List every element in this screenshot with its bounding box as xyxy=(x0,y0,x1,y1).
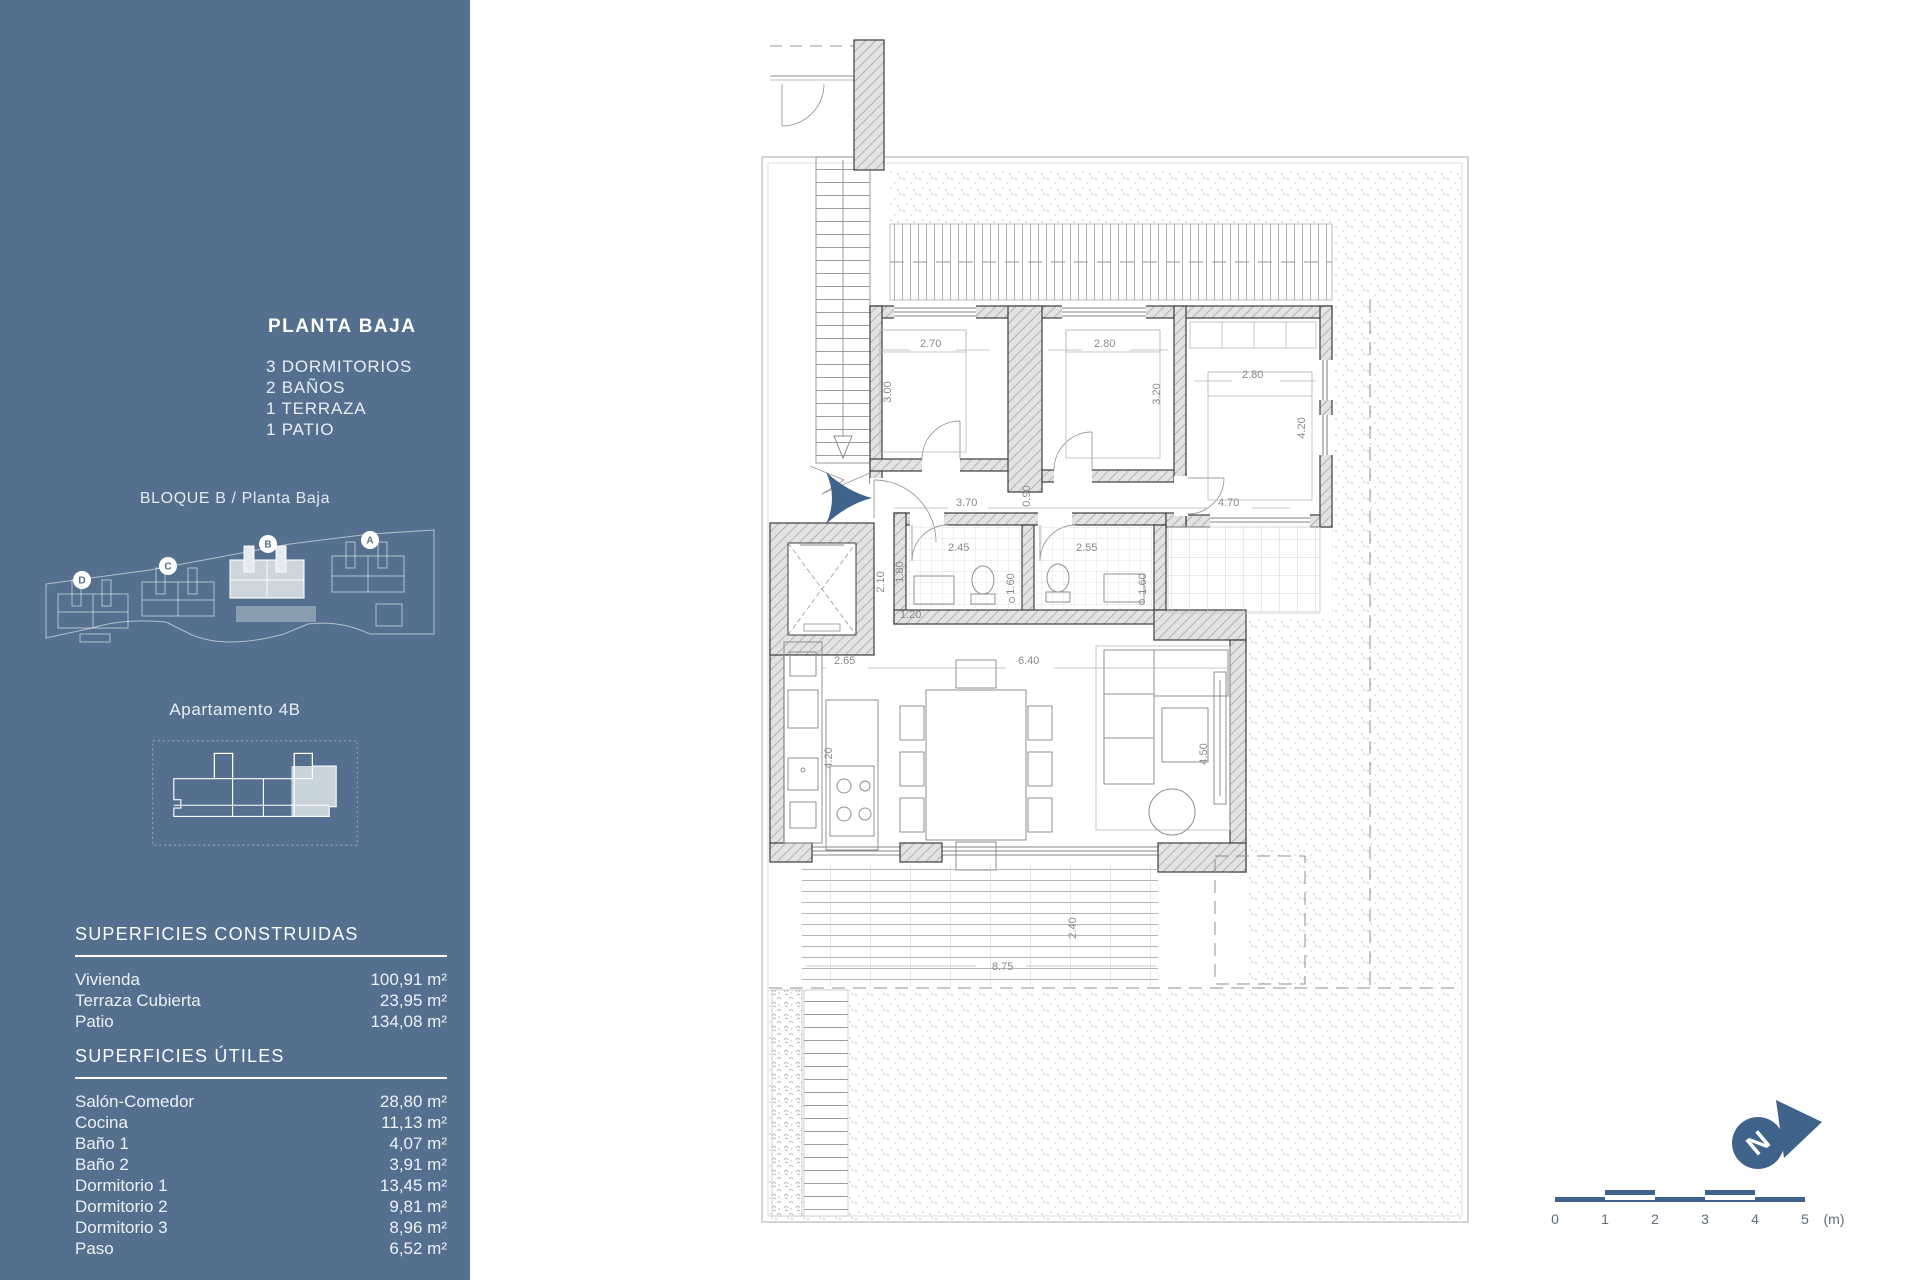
table-row xyxy=(75,1175,447,1196)
dim-hall-left: 3.70 xyxy=(956,497,978,509)
dim-bed3-depth: 4.20 xyxy=(1296,417,1308,439)
row-label: Terraza Cubierta xyxy=(75,991,201,1010)
scale-tick: 3 xyxy=(1701,1211,1709,1227)
site-minimap xyxy=(40,522,440,662)
useful-areas-table xyxy=(75,1046,447,1259)
table-row xyxy=(75,1238,447,1259)
scale-unit: (m) xyxy=(1823,1211,1845,1227)
dim-living-depth: 4.50 xyxy=(1198,743,1210,765)
dining-table xyxy=(926,690,1026,840)
table-row xyxy=(75,1196,447,1217)
communal-stairs xyxy=(810,157,872,494)
table-row xyxy=(75,1217,447,1238)
svg-text:D: D xyxy=(78,575,86,587)
table-row xyxy=(75,1112,447,1133)
dim-terrace-depth: 2.40 xyxy=(1067,917,1079,939)
table-row xyxy=(75,990,447,1011)
cooktop xyxy=(830,766,874,836)
entry-arrow-icon xyxy=(826,472,872,524)
svg-text:A: A xyxy=(366,535,374,547)
feature-bathrooms: 2 BAÑOS xyxy=(266,378,346,397)
row-label: Baño 1 xyxy=(75,1134,129,1153)
dim-terrace-width: 8.75 xyxy=(992,961,1014,973)
wall-bath-divider xyxy=(1022,525,1034,611)
site-badge-b xyxy=(259,535,277,553)
wall-living-left xyxy=(770,640,784,845)
bathroom-2 xyxy=(1034,525,1154,610)
svg-text:C: C xyxy=(164,561,172,573)
row-value: 28,80 m² xyxy=(379,1092,447,1111)
row-label: Paso xyxy=(75,1239,114,1258)
bed3-wardrobe xyxy=(1190,322,1316,348)
window-living-bottom xyxy=(812,847,1158,855)
bedroom-3 xyxy=(1190,322,1316,500)
wall-living-right xyxy=(1230,640,1246,872)
scale-tick: 4 xyxy=(1751,1211,1759,1227)
wall-living-topright xyxy=(1154,610,1246,640)
window-bed1 xyxy=(894,305,976,319)
bathroom-1 xyxy=(906,525,1022,610)
row-value: 3,91 m² xyxy=(389,1155,447,1174)
row-label: Salón-Comedor xyxy=(75,1092,195,1111)
site-building-b-highlight xyxy=(230,546,316,622)
row-value: 9,81 m² xyxy=(389,1197,447,1216)
site-building-c xyxy=(142,568,214,616)
dim-bed2-depth: 3.20 xyxy=(1151,383,1163,405)
row-label: Dormitorio 1 xyxy=(75,1176,168,1195)
constructed-areas-table xyxy=(75,924,447,1032)
useful-areas-heading: SUPERFICIES ÚTILES xyxy=(75,1046,447,1079)
scale-tick: 0 xyxy=(1551,1211,1559,1227)
row-value: 134,08 m² xyxy=(370,1012,447,1031)
site-badge-d xyxy=(73,571,91,589)
table-row xyxy=(75,969,447,990)
row-value: 100,91 m² xyxy=(370,970,447,989)
table-row xyxy=(75,1091,447,1112)
apartment-label: Apartamento 4B xyxy=(169,700,301,719)
north-letter: N xyxy=(1740,1124,1776,1162)
pier-bottom-mid xyxy=(900,843,942,862)
svg-text:B: B xyxy=(264,539,272,551)
wall-corner-block xyxy=(1158,843,1246,872)
terrace-decking xyxy=(802,864,1158,986)
landing-top-left xyxy=(770,40,884,170)
dining-area xyxy=(900,660,1052,870)
block-label: BLOQUE B / Planta Baja xyxy=(139,490,331,507)
window-bed3-bottom xyxy=(1210,514,1310,528)
kitchen-island xyxy=(826,700,878,850)
floor-title: PLANTA BAJA xyxy=(268,316,417,337)
row-value: 6,52 m² xyxy=(389,1239,447,1258)
table-row xyxy=(75,1154,447,1175)
table-row xyxy=(75,1011,447,1032)
dim-bed2-width: 2.80 xyxy=(1094,338,1116,350)
row-label: Baño 2 xyxy=(75,1155,129,1174)
info-sidebar xyxy=(0,0,470,1280)
row-label: Dormitorio 3 xyxy=(75,1218,168,1237)
constructed-areas-heading: SUPERFICIES CONSTRUIDAS xyxy=(75,924,447,957)
dim-bath1-inner: 1.60 xyxy=(1005,573,1017,595)
sofa-chaise xyxy=(1154,650,1228,696)
feature-bedrooms: 3 DORMITORIOS xyxy=(266,357,413,376)
row-label: Patio xyxy=(75,1012,114,1031)
dim-bath2-width: 2.55 xyxy=(1076,542,1098,554)
site-building-a xyxy=(332,542,404,626)
planting-strip xyxy=(772,990,848,1216)
wall-closet-column xyxy=(1008,306,1042,492)
scale-bar xyxy=(1551,1190,1844,1227)
dim-bed1-depth: 3.00 xyxy=(882,381,894,403)
pergola-band xyxy=(890,224,1332,300)
row-label: Cocina xyxy=(75,1113,128,1132)
wall-bed2-bed3 xyxy=(1174,306,1186,482)
sofa xyxy=(1104,650,1154,784)
row-value: 8,96 m² xyxy=(389,1218,447,1237)
dim-lobby-depth: 2.10 xyxy=(875,571,887,593)
garden-walkway xyxy=(804,990,848,1216)
apartment-key-diagram xyxy=(150,738,360,848)
dim-bath2-inner: 1.60 xyxy=(1137,573,1149,595)
table-row xyxy=(75,1133,447,1154)
scale-tick-labels xyxy=(1551,1211,1844,1227)
dim-bed3-width: 2.80 xyxy=(1242,369,1264,381)
elevator xyxy=(770,523,874,655)
wall-bath-right xyxy=(1154,525,1166,624)
row-label: Vivienda xyxy=(75,970,140,989)
kitchen xyxy=(784,642,878,850)
scale-tick: 2 xyxy=(1651,1211,1659,1227)
floor-plan-drawing xyxy=(470,0,1920,1280)
feature-list xyxy=(266,356,412,440)
row-value: 4,07 m² xyxy=(389,1134,447,1153)
dim-bath1-width: 2.45 xyxy=(948,542,970,554)
scale-tick: 1 xyxy=(1601,1211,1609,1227)
floor-plan-area xyxy=(470,0,1920,1280)
window-bed2 xyxy=(1062,305,1146,319)
dim-bed1-width: 2.70 xyxy=(920,338,942,350)
dim-lobby-step: 1.20 xyxy=(900,609,922,621)
row-label: Dormitorio 2 xyxy=(75,1197,168,1216)
row-value: 11,13 m² xyxy=(381,1113,447,1132)
row-value: 13,45 m² xyxy=(379,1176,447,1195)
pouf xyxy=(1149,789,1195,835)
kitchen-fridge xyxy=(788,690,818,728)
dim-living-width: 6.40 xyxy=(1018,655,1040,667)
dim-kitchen-depth: 4.20 xyxy=(823,747,835,769)
feature-terrace: 1 TERRAZA xyxy=(266,399,367,418)
kitchen-sink xyxy=(788,758,818,790)
dim-kitchen-width: 2.65 xyxy=(834,655,856,667)
dim-hall-width: 0.90 xyxy=(1021,485,1033,507)
dim-hall-right: 4.70 xyxy=(1218,497,1240,509)
living-area xyxy=(1096,646,1230,835)
north-marker xyxy=(1732,1100,1822,1169)
patio-steps xyxy=(1168,527,1320,613)
pier-bottom-left xyxy=(770,843,812,862)
site-badge-c xyxy=(159,557,177,575)
site-badge-a xyxy=(361,531,379,549)
scale-tick: 5 xyxy=(1801,1211,1809,1227)
feature-patio: 1 PATIO xyxy=(266,420,335,439)
row-value: 23,95 m² xyxy=(379,991,447,1010)
dim-bath1-depth: 1.80 xyxy=(894,561,906,583)
wall-bath-bottom xyxy=(894,610,1166,624)
